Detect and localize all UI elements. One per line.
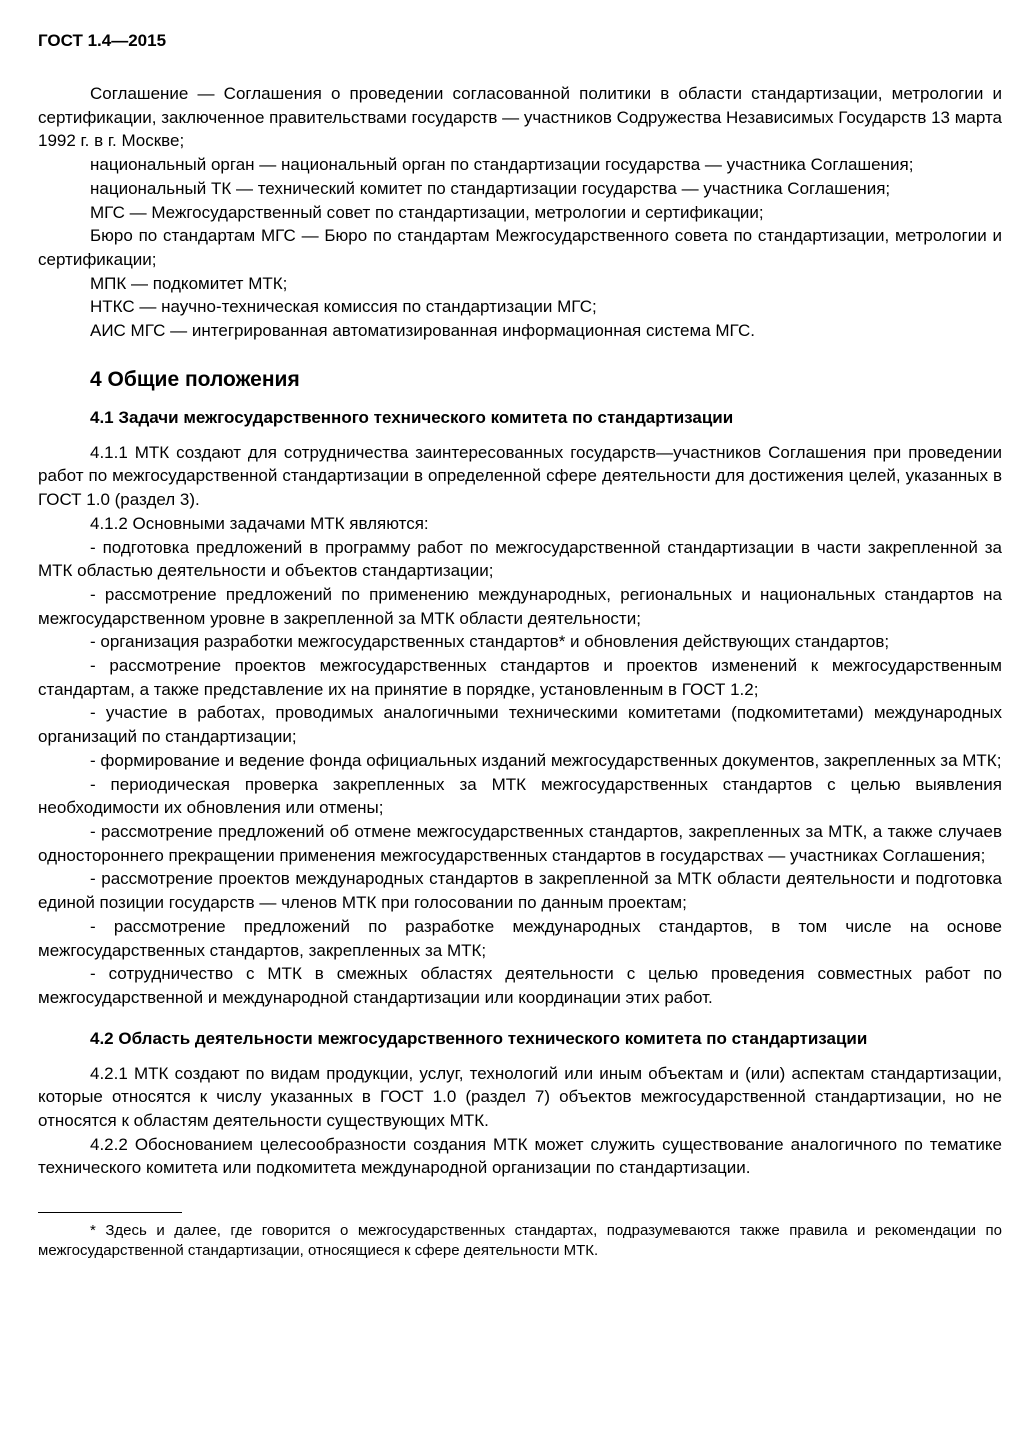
- list-item: - рассмотрение предложений по разработке международных стандартов, в том числе на основе межгосударственных стандартов, закрепленных за МТК;: [38, 916, 1002, 960]
- list-item: - сотрудничество с МТК в смежных областях деятельности с целью проведения совместных работ по межгосударственной и международной стандартизации или координации этих работ.: [38, 964, 1002, 1007]
- list-item: - периодическая проверка закрепленных за МТК межгосударственных стандартов с целью выявления необходимости их обновления или отмены;: [38, 774, 1002, 818]
- tasks-list: [38, 536, 1002, 1010]
- document-header: ГОСТ 1.4—2015: [38, 31, 167, 50]
- footnote-divider: [38, 1212, 182, 1213]
- subsection-title: 4.1 Задачи межгосударственного технического комитета по стандартизации: [90, 407, 734, 427]
- abbreviation-item: АИС МГС — интегрированная автоматизированная информационная система МГС.: [90, 321, 755, 341]
- list-item: - рассмотрение проектов международных стандартов в закрепленной за МТК области деятельности и подготовка единой позиции государств — членов МТК при голосовании по данным проектам;: [38, 869, 1002, 913]
- abbreviation-item: Бюро по стандартам МГС — Бюро по стандартам Межгосударственного совета по стандартизации, метрологии и сертификации;: [38, 226, 1002, 269]
- section-title: 4 Общие положения: [90, 367, 300, 391]
- list-item: - формирование и ведение фонда официальных изданий межгосударственных документов, закрепленных за МТК;: [90, 750, 1002, 770]
- list-item: - подготовка предложений в программу работ по межгосударственной стандартизации в части закрепленной за МТК областью деятельности и объектов стандартизации;: [38, 537, 1002, 581]
- abbreviation-item: МПК — подкомитет МТК;: [90, 273, 288, 293]
- list-item: - рассмотрение предложений об отмене межгосударственных стандартов, закрепленных за МТК, а также случаев одностороннего прекращении применения межгосударственных стандартов в государствах — участниках Соглашения;: [38, 821, 1002, 865]
- abbreviations-list: [38, 82, 1002, 343]
- abbreviation-item: национальный орган — национальный орган по стандартизации государства — участника Соглашения;: [90, 155, 914, 175]
- paragraph: 4.2.2 Обоснованием целесообразности создания МТК может служить существование аналогичного по тематике технического комитета или подкомитета международной организации по стандартизации.: [38, 1134, 1002, 1178]
- list-item: - организация разработки межгосударственных стандартов* и обновления действующих стандартов;: [90, 632, 890, 652]
- abbreviation-item: НТКС — научно-техническая комиссия по стандартизации МГС;: [90, 297, 597, 317]
- list-item: - рассмотрение проектов межгосударственных стандартов и проектов изменений к межгосударственным стандартам, а также представление их на принятие в порядке, установленным в ГОСТ 1.2;: [38, 656, 1002, 699]
- list-item: - рассмотрение предложений по применению международных, региональных и национальных стандартов на межгосударственном уровне в закрепленной за МТК области деятельности;: [38, 584, 1002, 628]
- abbreviation-item: Соглашение — Соглашения о проведении согласованной политики в области стандартизации, метрологии и сертификации, заключенное правительствами государств — участников Содружества Независимых Государств 13 марта 1992 г. в г. Москве;: [38, 84, 1003, 151]
- subsection-title: 4.2 Область деятельности межгосударственного технического комитета по стандартизации: [90, 1028, 868, 1048]
- abbreviation-item: национальный ТК — технический комитет по стандартизации государства — участника Соглашения;: [90, 178, 891, 198]
- document-page: [38, 30, 1002, 1261]
- paragraph: 4.1.2 Основными задачами МТК являются:: [90, 513, 429, 533]
- list-item: - участие в работах, проводимых аналогичными техническими комитетами (подкомитетами) международных организаций по стандартизации;: [38, 703, 1002, 747]
- paragraph: 4.1.1 МТК создают для сотрудничества заинтересованных государств—участников Соглашения при проведении работ по межгосударственной стандартизации в определенной сфере деятельности для достижения целей, указанных в ГОСТ 1.0 (раздел 3).: [38, 442, 1002, 510]
- abbreviation-item: МГС — Межгосударственный совет по стандартизации, метрологии и сертификации;: [90, 202, 764, 222]
- footnote: * Здесь и далее, где говорится о межгосударственных стандартах, подразумеваются также правила и рекомендации по межгосударственной стандартизации, относящиеся к сфере деятельности МТК.: [38, 1222, 1002, 1260]
- paragraph: 4.2.1 МТК создают по видам продукции, услуг, технологий или иным объектам и (или) аспектам стандартизации, которые относятся к числу указанных в ГОСТ 1.0 (раздел 7) объектов межгосударственной стандартизации, но не относятся к областям деятельности существующих МТК.: [38, 1063, 1002, 1131]
